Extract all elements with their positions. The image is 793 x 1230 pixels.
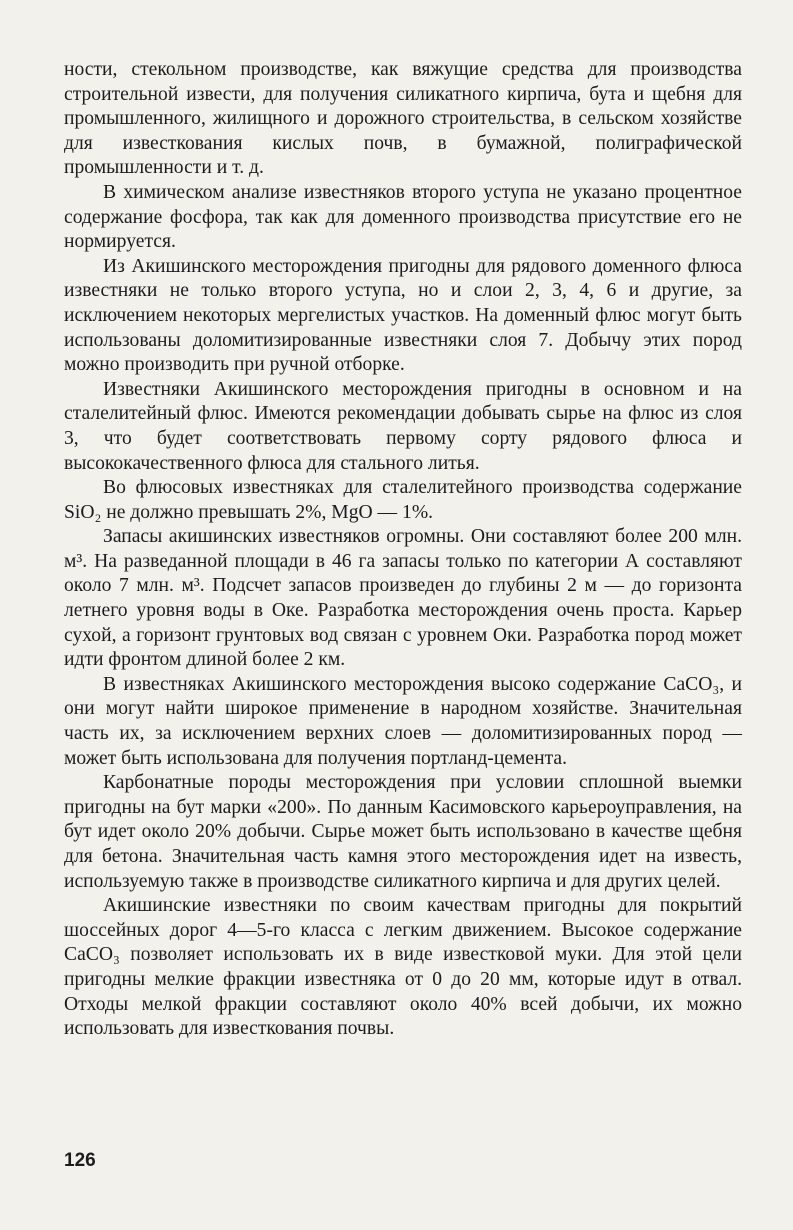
paragraph-3: Из Акишинского месторождения пригодны для рядового доменного флюса известняки не только второго уступа, но и слои 2, 3, 4, 6 и другие, за исключением некоторых мергелистых участков. На доменный флюс могут быть использованы доломитизированные известняки слоя 7. Добычу этих пород можно производить при ручной отборке. xyxy=(64,255,742,376)
paragraph-4: Известняки Акишинского месторождения пригодны в основном и на сталелитейный флюс. Имеются рекомендации добывать сырье на флюс из слоя 3, что будет соответствовать первому сорту рядового флюса и высококачественного флюса для стального литья. xyxy=(64,378,742,474)
page-body xyxy=(64,58,742,1042)
paragraph-1: ности, стекольном производстве, как вяжущие средства для производства строительной извести, для получения силикатного кирпича, бута и щебня для промышленного, жилищного и дорожного строительства, в сельском хозяйстве для известкования кислых почв, в бумажной, полиграфической промышленности и т. д. xyxy=(64,59,742,179)
paragraph-8: Карбонатные породы месторождения при условии сплошной выемки пригодны на бут марки «200». По данным Касимовского карьероуправления, на бут идет около 20% добычи. Сырье может быть использовано в качестве щебня для бетона. Значительная часть камня этого месторождения идет на известь, используемую также в производстве силикатного кирпича и для других целей. xyxy=(64,772,742,892)
paragraph-2: В химическом анализе известняков второго уступа не указано процентное содержание фосфора, так как для доменного производства присутствие его не нормируется. xyxy=(64,181,742,253)
paragraph-6: Запасы акишинских известняков огромны. Они составляют более 200 млн. м³. На разведанной площади в 46 га запасы только по категории А составляют около 7 млн. м³. Подсчет запасов произведен до глубины 2 м — до горизонта летнего уровня воды в Оке. Разработка месторождения очень проста. Карьер сухой, а горизонт грунтовых вод связан с уровнем Оки. Разработка пород может идти фронтом длиной более 2 км. xyxy=(64,526,742,671)
page-number: 126 xyxy=(64,1150,96,1171)
paragraph-9: Акишинские известняки по своим качествам пригодны для покрытий шоссейных дорог 4—5-го класса с легким движением. Высокое содержание CaCO₃ позволяет использовать их в виде известковой муки. Для этой цели пригодны мелкие фракции известняка от 0 до 20 мм, которые идут в отвал. Отходы мелкой фракции составляют около 40% всей добычи, их можно использовать для известкования почвы. xyxy=(64,895,742,1040)
paragraph-7: В известняках Акишинского месторождения высоко содержание CaCO₃, и они могут найти широкое применение в народном хозяйстве. Значительная часть их, за исключением верхних слоев — доломитизированных пород — может быть использована для получения портланд-цемента. xyxy=(64,673,742,769)
paragraph-5: Во флюсовых известняках для сталелитейного производства содержание SiO₂ не должно превышать 2%, MgO — 1%. xyxy=(64,477,742,523)
